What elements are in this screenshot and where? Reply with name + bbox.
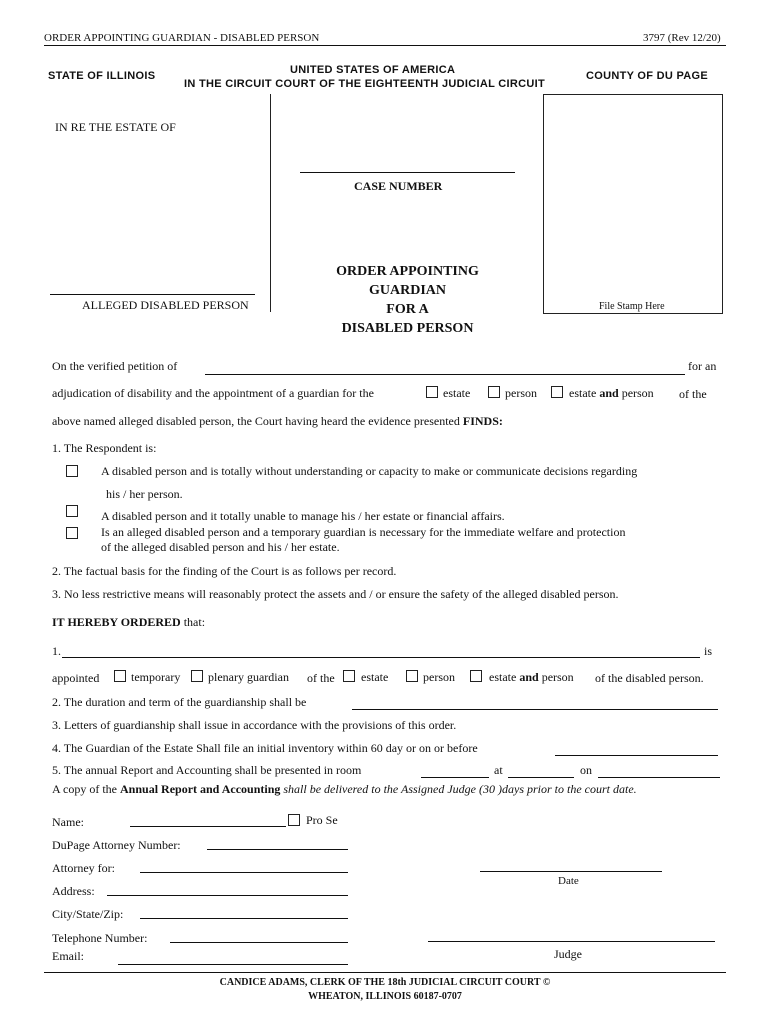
email-label: Email: bbox=[52, 949, 84, 963]
temporary-label: temporary bbox=[131, 670, 181, 684]
order-both-a: estate bbox=[489, 670, 517, 684]
finding-opt-c-2: of the alleged disabled person and his / her estate. bbox=[101, 540, 340, 554]
order-person-label: person bbox=[423, 670, 455, 684]
finding-opt-c-checkbox[interactable] bbox=[66, 527, 78, 539]
petition-line3-a: above named alleged disabled person, the Court having heard the evidence presented bbox=[52, 414, 460, 428]
finding-opt-a-checkbox[interactable] bbox=[66, 465, 78, 477]
address-line[interactable] bbox=[107, 895, 348, 896]
case-number-line[interactable] bbox=[300, 172, 515, 173]
county-label: COUNTY OF DU PAGE bbox=[586, 70, 709, 82]
dupage-number-label: DuPage Attorney Number: bbox=[52, 838, 181, 852]
telephone-label: Telephone Number: bbox=[52, 931, 148, 945]
order-both-b: person bbox=[541, 670, 574, 684]
order-person-checkbox[interactable] bbox=[406, 670, 418, 682]
finding-opt-b: A disabled person and it totally unable to manage his / her estate or financial affairs. bbox=[101, 509, 505, 523]
appointed-label: appointed bbox=[52, 671, 100, 685]
of-disabled-label: of the disabled person. bbox=[595, 671, 704, 685]
in-re-label: IN RE THE ESTATE OF bbox=[55, 120, 176, 134]
temporary-checkbox[interactable] bbox=[114, 670, 126, 682]
order-1-num: 1. bbox=[52, 644, 61, 658]
file-stamp-label: File Stamp Here bbox=[599, 301, 665, 312]
petition-line3 bbox=[52, 414, 503, 429]
plenary-label: plenary guardian bbox=[208, 670, 289, 684]
order-both-label bbox=[489, 670, 574, 685]
petition-estate-label: estate bbox=[443, 386, 471, 400]
time-line[interactable] bbox=[508, 777, 574, 778]
attorney-for-line[interactable] bbox=[140, 872, 348, 873]
city-line[interactable] bbox=[140, 918, 348, 919]
room-line[interactable] bbox=[421, 777, 489, 778]
finding-opt-b-checkbox[interactable] bbox=[66, 505, 78, 517]
petition-both-a: estate bbox=[569, 386, 597, 400]
on-label: on bbox=[580, 763, 592, 777]
address-label: Address: bbox=[52, 884, 95, 898]
order-both-checkbox[interactable] bbox=[470, 670, 482, 682]
city-label: City/State/Zip: bbox=[52, 907, 124, 921]
email-line[interactable] bbox=[118, 964, 348, 965]
title-line-4: DISABLED PERSON bbox=[341, 321, 474, 336]
form-title: ORDER APPOINTING GUARDIAN - DISABLED PERSON bbox=[44, 32, 320, 44]
inventory-date-line[interactable] bbox=[555, 755, 718, 756]
copy-sentence bbox=[52, 782, 637, 797]
order-2: 2. The duration and term of the guardianship shall be bbox=[52, 695, 307, 709]
petition-line1-b: for an bbox=[688, 359, 717, 373]
petitioner-line[interactable] bbox=[205, 374, 685, 375]
circuit-label: IN THE CIRCUIT COURT OF THE EIGHTEENTH JUDICIAL CIRCUIT bbox=[184, 78, 545, 90]
order-both-and: and bbox=[519, 670, 539, 684]
footer-line-2: WHEATON, ILLINOIS 60187-0707 bbox=[308, 991, 462, 1002]
respondent-name-line[interactable] bbox=[50, 294, 255, 295]
plenary-checkbox[interactable] bbox=[191, 670, 203, 682]
document-title bbox=[300, 262, 515, 338]
title-line-1: ORDER APPOINTING bbox=[336, 264, 479, 279]
file-stamp-box bbox=[543, 94, 723, 314]
order-estate-checkbox[interactable] bbox=[343, 670, 355, 682]
petition-both-and: and bbox=[599, 386, 619, 400]
petition-both-label bbox=[569, 386, 654, 401]
duration-line[interactable] bbox=[352, 709, 718, 710]
state-label: STATE OF ILLINOIS bbox=[48, 70, 156, 82]
finding-opt-c-1: Is an alleged disabled person and a temporary guardian is necessary for the immediate welfare and protection bbox=[101, 525, 626, 539]
order-estate-label: estate bbox=[361, 670, 389, 684]
order-4: 4. The Guardian of the Estate Shall file an initial inventory within 60 day or on or before bbox=[52, 741, 478, 755]
date-line[interactable] bbox=[480, 871, 662, 872]
footer-line-1: CANDICE ADAMS, CLERK OF THE 18th JUDICIAL CIRCUIT COURT © bbox=[219, 977, 551, 988]
copy-c: shall be delivered to the Assigned Judge (30 )days prior to the court date. bbox=[283, 782, 637, 796]
of-the-label: of the bbox=[307, 671, 335, 685]
petition-line2-a: adjudication of disability and the appointment of a guardian for the bbox=[52, 386, 374, 400]
alleged-label: ALLEGED DISABLED PERSON bbox=[82, 298, 249, 312]
order-heading-bold: IT HEREBY ORDERED bbox=[52, 615, 181, 629]
case-number-label: CASE NUMBER bbox=[354, 179, 443, 193]
finding-2: 2. The factual basis for the finding of the Court is as follows per record. bbox=[52, 564, 397, 578]
petition-person-checkbox[interactable] bbox=[488, 386, 500, 398]
guardian-name-line[interactable] bbox=[62, 657, 700, 658]
finding-opt-a-1: A disabled person and is totally without understanding or capacity to make or communicate decisions regarding bbox=[101, 464, 638, 478]
petition-both-b: person bbox=[621, 386, 654, 400]
judge-label: Judge bbox=[554, 947, 582, 961]
title-line-3: FOR A bbox=[386, 302, 429, 317]
pro-se-checkbox[interactable] bbox=[288, 814, 300, 826]
hearing-date-line[interactable] bbox=[598, 777, 720, 778]
judge-signature-line[interactable] bbox=[428, 941, 715, 942]
order-heading bbox=[52, 615, 205, 630]
footer-rule bbox=[44, 972, 726, 973]
order-1-is: is bbox=[704, 644, 713, 658]
finding-1: 1. The Respondent is: bbox=[52, 441, 157, 455]
name-line[interactable] bbox=[130, 826, 286, 827]
date-label: Date bbox=[558, 875, 579, 887]
petition-estate-checkbox[interactable] bbox=[426, 386, 438, 398]
dupage-number-line[interactable] bbox=[207, 849, 348, 850]
copy-b: Annual Report and Accounting bbox=[120, 782, 281, 796]
petition-both-checkbox[interactable] bbox=[551, 386, 563, 398]
order-heading-rest: that: bbox=[183, 615, 206, 629]
country-label: UNITED STATES OF AMERICA bbox=[290, 64, 456, 76]
petition-line1-a: On the verified petition of bbox=[52, 359, 178, 373]
petition-person-label: person bbox=[505, 386, 537, 400]
title-line-2: GUARDIAN bbox=[369, 283, 446, 298]
finding-opt-a-2: his / her person. bbox=[106, 487, 183, 501]
order-3: 3. Letters of guardianship shall issue in accordance with the provisions of this order. bbox=[52, 718, 457, 732]
copy-a: A copy of the bbox=[52, 782, 117, 796]
name-label: Name: bbox=[52, 815, 84, 829]
telephone-line[interactable] bbox=[170, 942, 348, 943]
form-number: 3797 (Rev 12/20) bbox=[643, 32, 721, 44]
finds-label: FINDS: bbox=[462, 414, 503, 428]
pro-se-label: Pro Se bbox=[306, 813, 338, 827]
petition-line2-b: of the bbox=[679, 387, 707, 401]
attorney-for-label: Attorney for: bbox=[52, 861, 115, 875]
header-rule bbox=[44, 45, 726, 46]
at-label: at bbox=[494, 763, 503, 777]
finding-3: 3. No less restrictive means will reasonably protect the assets and / or ensure the safety of the alleged disabled person. bbox=[52, 587, 619, 601]
order-5: 5. The annual Report and Accounting shall be presented in room bbox=[52, 763, 362, 777]
